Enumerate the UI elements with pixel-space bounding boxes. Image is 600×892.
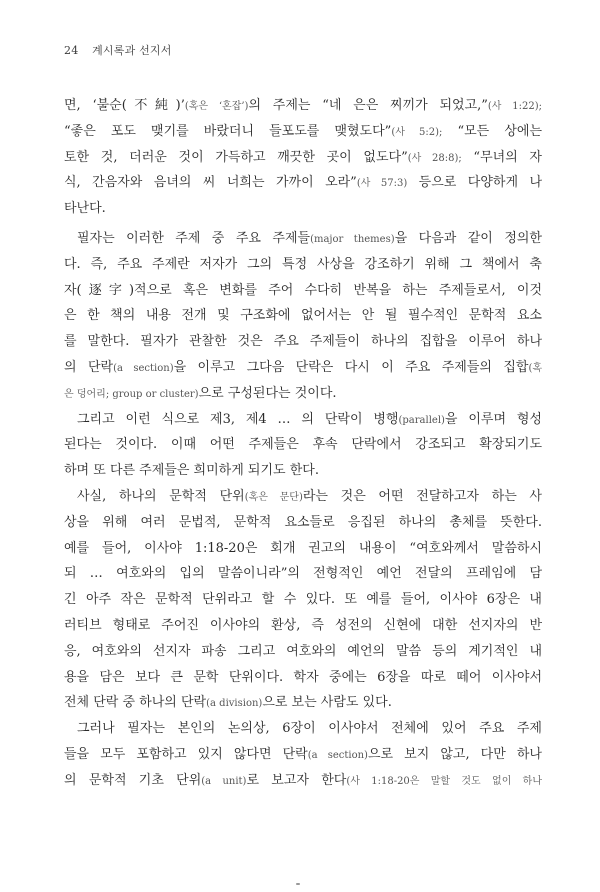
text-line (64, 278, 542, 304)
bottom-mark (296, 883, 300, 885)
line-text: 된다는 것이다. 이때 어떤 주제들은 후속 단락에서 강조되고 확장되기도 (64, 437, 542, 453)
text-line (64, 639, 542, 665)
line-text: “무녀의 자 (461, 149, 542, 165)
line-text: 의 주제는 “네 은은 찌끼가 되었고,” (248, 98, 488, 113)
line-text: 타난다. (64, 201, 106, 217)
text-line (64, 613, 542, 639)
text-line (64, 432, 542, 458)
text-line (64, 407, 542, 433)
citation-text: (혹은 ‘혼잡’) (184, 101, 249, 112)
line-text: 하며 또 다른 주제들은 희미하게 되기도 한다. (64, 463, 319, 479)
page-number: 24 (64, 44, 79, 57)
line-text: 을 이루고 그다음 단락은 다시 이 주요 주제들의 집합 (173, 359, 529, 375)
text-line (64, 93, 542, 119)
body-text (64, 93, 542, 794)
line-text: “모든 상에는 (442, 123, 542, 139)
citation-text: (parallel) (398, 414, 445, 426)
text-line (64, 226, 542, 252)
line-text: 자(逐字)적으로 혹은 변화를 주어 수다히 반복을 하는 주제들로서, 이것 (64, 282, 542, 298)
line-text: 라는 것은 어떤 전달하고자 하는 사 (302, 488, 542, 504)
line-text: 상을 위해 여러 문법적, 문학적 요소들로 응집된 하나의 총체를 뜻한다. (64, 514, 542, 530)
line-text: 로 보고자 한다 (246, 772, 347, 788)
line-text: 되 … 여호와의 입의 말씀이니라”의 전형적인 예언 전달의 프레임에 담 (64, 566, 542, 582)
text-line (64, 196, 542, 222)
line-text: 식, 간음자와 음녀의 씨 너희는 가까이 오라” (64, 175, 357, 191)
line-text: 토한 것, 더러운 것이 가득하고 깨끗한 곳이 없도다” (64, 149, 408, 165)
line-text: 러티브 형태로 주어진 이사야의 환상, 즉 성전의 신현에 대한 선지자의 반 (64, 617, 542, 633)
line-text: 의 문학적 기초 단위 (64, 772, 202, 788)
line-text: “좋은 포도 맺기를 바랐더니 들포도를 맺혔도다” (64, 123, 392, 139)
line-text: 으로 보지 않고, 다만 하나 (367, 746, 542, 762)
line-text: 면, ‘불순(不純)’ (64, 98, 185, 113)
line-text: 다. 즉, 주요 주제란 저자가 그의 특정 사상을 강조하기 위해 그 책에서 축 (64, 256, 542, 272)
line-text: 그리고 이런 식으로 제3, 제4 … 의 단락이 병행 (77, 411, 399, 427)
text-line (64, 145, 542, 171)
line-text: 을 다음과 같이 정의한 (394, 230, 542, 246)
line-text: 으로 보는 사람도 있다. (262, 695, 392, 711)
text-line (64, 170, 542, 196)
text-line (64, 355, 542, 381)
citation-text: (사 5:2); (391, 126, 443, 138)
text-line (64, 303, 542, 329)
line-text: 긴 아주 작은 문학적 단위라고 할 수 있다. 또 예를 들어, 이사야 6장은 내 (64, 592, 542, 608)
citation-text: (a unit) (201, 775, 247, 787)
line-text: 전체 단락 중 하나의 단락 (64, 695, 207, 711)
citation-text: (사 1:22); (487, 101, 542, 112)
citation-text: (major themes) (310, 233, 395, 245)
citation-text: (혹 (528, 362, 542, 374)
text-line (64, 768, 542, 794)
line-text: 예를 들어, 이사야 1:18-20은 회개 권고의 내용이 “여호와께서 말씀하시 (64, 540, 542, 556)
text-line (64, 561, 542, 587)
text-line (64, 510, 542, 536)
line-text: 의 단락 (64, 359, 114, 375)
text-line (64, 742, 542, 768)
text-line (64, 381, 542, 407)
citation-text: 은 덩어리; group or cluster) (64, 388, 199, 400)
citation-text: (사 28:8); (407, 152, 462, 164)
citation-text: (a section) (113, 362, 174, 374)
text-line (64, 665, 542, 691)
running-header (64, 42, 172, 58)
running-title: 계시록과 선지서 (92, 44, 172, 57)
text-line (64, 329, 542, 355)
line-text: 용을 담은 보다 큰 문학 단위이다. 학자 중에는 6장을 따로 떼어 이사야서 (64, 669, 542, 685)
text-line (64, 536, 542, 562)
citation-text: (사 1:18-20은 말할 것도 없이 하나 (346, 775, 542, 787)
text-line (64, 119, 542, 145)
line-text: 등으로 다양하게 나 (407, 175, 542, 191)
line-text: 들을 모두 포함하고 있지 않다면 단락 (64, 746, 308, 762)
citation-text: (a division) (206, 698, 263, 710)
line-text: 응, 여호와의 선지자 파송 그리고 여호와의 예언의 말씀 등의 계기적인 내 (64, 643, 542, 659)
text-line (64, 252, 542, 278)
text-line (64, 484, 542, 510)
citation-text: (사 57:3) (356, 178, 408, 190)
text-line (64, 690, 542, 716)
text-line (64, 716, 542, 742)
line-text: 필자는 이러한 주제 중 주요 주제들 (77, 230, 311, 246)
text-line (64, 587, 542, 613)
line-text: 은 한 책의 내용 전개 및 구조화에 없어서는 안 될 필수적인 문학적 요소 (64, 308, 542, 324)
text-line (64, 458, 542, 484)
citation-text: (a section) (307, 749, 368, 761)
line-text: 를 말한다. 필자가 관찰한 것은 주요 주제들이 하나의 집합을 이루어 하나 (64, 334, 542, 350)
line-text: 으로 구성된다는 것이다. (198, 385, 337, 401)
line-text: 을 이루며 형성 (444, 411, 542, 427)
line-text: 사실, 하나의 문학적 단위 (77, 488, 245, 504)
line-text: 그러나 필자는 본인의 논의상, 6장이 이사야서 전체에 있어 주요 주제 (77, 721, 542, 737)
citation-text: (혹은 문단) (244, 491, 303, 503)
